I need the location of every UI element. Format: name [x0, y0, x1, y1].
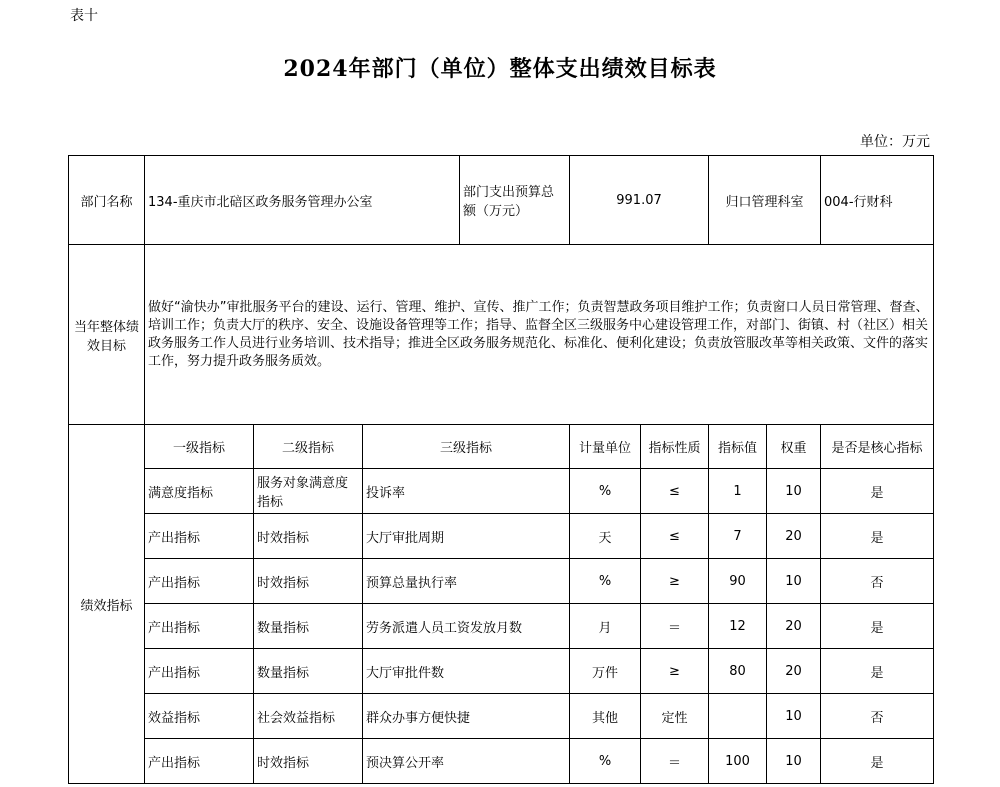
weight-cell: 10 — [767, 559, 821, 604]
value-cell: 90 — [709, 559, 767, 604]
column-header: 二级指标 — [254, 425, 363, 469]
value-cell: 12 — [709, 604, 767, 649]
unit-cell: % — [570, 469, 641, 514]
office-value: 004-行财科 — [821, 156, 934, 245]
value-cell — [709, 694, 767, 739]
page-title: 2024年部门（单位）整体支出绩效目标表 — [283, 56, 717, 82]
column-header: 一级指标 — [145, 425, 254, 469]
core-cell: 是 — [821, 649, 934, 694]
value-cell: 7 — [709, 514, 767, 559]
core-cell: 是 — [821, 514, 934, 559]
level3-cell: 劳务派遣人员工资发放月数 — [363, 604, 570, 649]
unit-cell: 其他 — [570, 694, 641, 739]
value-cell: 80 — [709, 649, 767, 694]
core-cell: 是 — [821, 469, 934, 514]
column-header: 权重 — [767, 425, 821, 469]
column-header: 是否是核心指标 — [821, 425, 934, 469]
goal-label: 当年整体绩效目标 — [69, 245, 145, 425]
column-header: 指标性质 — [641, 425, 709, 469]
weight-cell: 10 — [767, 739, 821, 784]
level3-cell: 预算总量执行率 — [363, 559, 570, 604]
column-header: 计量单位 — [570, 425, 641, 469]
level2-cell: 时效指标 — [254, 559, 363, 604]
level3-cell: 群众办事方便快捷 — [363, 694, 570, 739]
nature-cell: 定性 — [641, 694, 709, 739]
budget-label: 部门支出预算总额（万元） — [460, 156, 570, 245]
indicators-label: 绩效指标 — [69, 425, 145, 784]
unit-cell: % — [570, 559, 641, 604]
nature-cell: ≤ — [641, 469, 709, 514]
core-cell: 否 — [821, 694, 934, 739]
level3-cell: 预决算公开率 — [363, 739, 570, 784]
level1-cell: 满意度指标 — [145, 469, 254, 514]
weight-cell: 20 — [767, 604, 821, 649]
table-row — [69, 739, 934, 784]
unit-cell: % — [570, 739, 641, 784]
header-row — [69, 156, 934, 245]
level2-cell: 时效指标 — [254, 739, 363, 784]
table-number: 表十 — [70, 8, 98, 24]
nature-cell: ＝ — [641, 604, 709, 649]
value-cell: 100 — [709, 739, 767, 784]
goal-row — [69, 245, 934, 425]
column-header: 三级指标 — [363, 425, 570, 469]
unit-label: 单位：万元 — [860, 134, 930, 150]
weight-cell: 10 — [767, 469, 821, 514]
level2-cell: 数量指标 — [254, 604, 363, 649]
level1-cell: 产出指标 — [145, 739, 254, 784]
office-label: 归口管理科室 — [709, 156, 821, 245]
weight-cell: 20 — [767, 649, 821, 694]
core-cell: 否 — [821, 559, 934, 604]
level1-cell: 效益指标 — [145, 694, 254, 739]
budget-value: 991.07 — [570, 156, 709, 245]
level2-cell: 时效指标 — [254, 514, 363, 559]
performance-table — [68, 155, 934, 784]
level1-cell: 产出指标 — [145, 649, 254, 694]
level2-cell: 社会效益指标 — [254, 694, 363, 739]
unit-cell: 月 — [570, 604, 641, 649]
core-cell: 是 — [821, 604, 934, 649]
unit-cell: 天 — [570, 514, 641, 559]
table-row — [69, 604, 934, 649]
table-row — [69, 514, 934, 559]
table-row — [69, 469, 934, 514]
nature-cell: ≥ — [641, 559, 709, 604]
core-cell: 是 — [821, 739, 934, 784]
table-row — [69, 649, 934, 694]
column-header: 指标值 — [709, 425, 767, 469]
weight-cell: 10 — [767, 694, 821, 739]
weight-cell: 20 — [767, 514, 821, 559]
level3-cell: 投诉率 — [363, 469, 570, 514]
level1-cell: 产出指标 — [145, 604, 254, 649]
dept-name-value: 134-重庆市北碚区政务服务管理办公室 — [145, 156, 460, 245]
level1-cell: 产出指标 — [145, 514, 254, 559]
level2-cell: 数量指标 — [254, 649, 363, 694]
level1-cell: 产出指标 — [145, 559, 254, 604]
table-row — [69, 694, 934, 739]
level2-cell: 服务对象满意度指标 — [254, 469, 363, 514]
nature-cell: ≥ — [641, 649, 709, 694]
nature-cell: ＝ — [641, 739, 709, 784]
unit-cell: 万件 — [570, 649, 641, 694]
level3-cell: 大厅审批周期 — [363, 514, 570, 559]
dept-name-label: 部门名称 — [69, 156, 145, 245]
level3-cell: 大厅审批件数 — [363, 649, 570, 694]
value-cell: 1 — [709, 469, 767, 514]
nature-cell: ≤ — [641, 514, 709, 559]
table-row — [69, 559, 934, 604]
goal-text: 做好“渝快办”审批服务平台的建设、运行、管理、维护、宣传、推广工作；负责智慧政务项目维护工作；负责窗口人员日常管理、督查、培训工作；负责大厅的秩序、安全、设施设备管理等工作；指导、监督全区三级服务中心建设管理工作，对部门、街镇、村（社区）相关政务服务工作人员进行业务培训、技术指导；推进全区政务服务规范化、标准化、便利化建设；负责放管服改革等相关政策、文件的落实工作，努力提升政务服务质效。 — [145, 245, 934, 425]
indicator-columns-row — [69, 425, 934, 469]
